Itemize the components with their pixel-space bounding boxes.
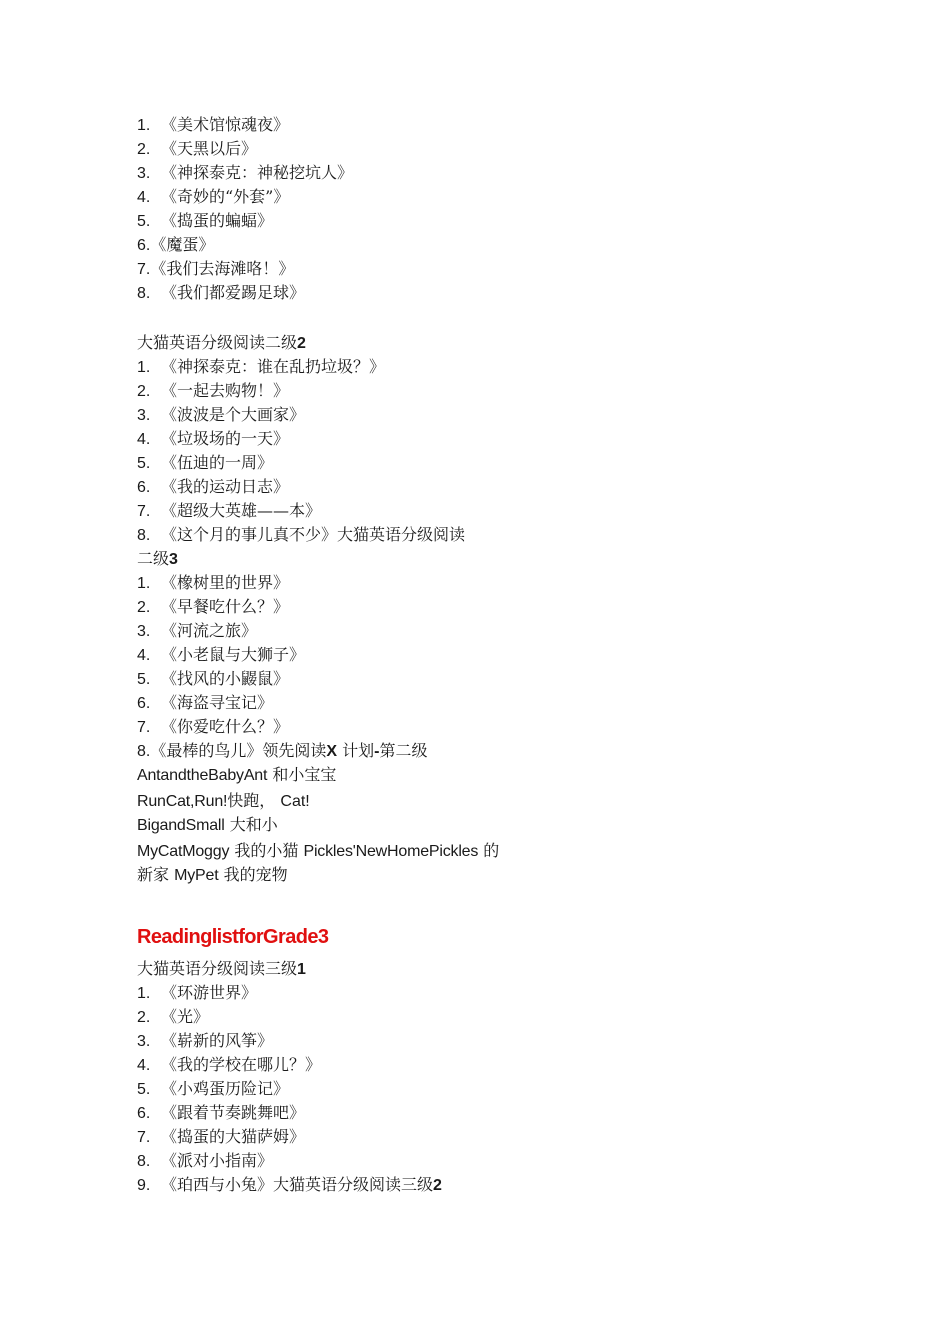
book-title: 《我的学校在哪儿？》	[161, 1055, 322, 1074]
item-number: 1.	[137, 117, 151, 134]
list-item	[137, 281, 557, 305]
book-title: 《环游世界》	[161, 983, 258, 1002]
book-title: 《神探泰克：神秘挖坑人》	[161, 163, 354, 182]
book-line	[137, 813, 557, 837]
item-number: 6.	[137, 1105, 151, 1122]
book-title: 《天黑以后》	[161, 139, 258, 158]
list-item	[137, 667, 557, 691]
book-title: 《河流之旅》	[161, 621, 258, 640]
book-title: 《奇妙的“外套”》	[161, 187, 290, 206]
item-number: 3.	[137, 623, 151, 640]
list-item	[137, 499, 557, 523]
book-title: 《我的运动日志》	[161, 477, 290, 496]
item-number: 5.	[137, 1081, 151, 1098]
book-title: 《捣蛋的蝙蝠》	[161, 211, 274, 230]
book-title: 《光》	[161, 1007, 210, 1026]
document-page	[137, 113, 557, 1197]
level-label: 第二级	[379, 741, 428, 760]
book-line	[137, 863, 557, 887]
book-title: 《找风的小鼹鼠》	[161, 669, 290, 688]
list-item	[137, 571, 557, 595]
list-item	[137, 1101, 557, 1125]
book-title: 《橡树里的世界》	[161, 573, 290, 592]
item-number: 8.	[137, 527, 151, 544]
book-cn: 新家	[137, 865, 170, 884]
book-title: 《我们去海滩咯！》	[150, 259, 295, 278]
list-item	[137, 1077, 557, 1101]
item-number: 6.	[137, 479, 151, 496]
item-number: 7.	[137, 1129, 151, 1146]
item-number: 6.	[137, 237, 151, 254]
list-item	[137, 595, 557, 619]
book-title: 《最棒的鸟儿》领先阅读	[150, 741, 327, 760]
item-number: 6.	[137, 695, 151, 712]
grade3-heading: ReadinglistforGrade3	[137, 926, 329, 948]
item-number: 3.	[137, 407, 151, 424]
item-number: 9.	[137, 1177, 151, 1194]
list-item	[137, 427, 557, 451]
item-number: 7.	[137, 261, 151, 278]
book-cn: 和小宝宝	[272, 765, 337, 784]
book-title: 《小老鼠与大狮子》	[161, 645, 306, 664]
book-line	[137, 789, 557, 813]
list-item	[137, 403, 557, 427]
item-number: 2.	[137, 1009, 151, 1026]
book-title: 《跟着节奏跳舞吧》	[161, 1103, 306, 1122]
list-item	[137, 981, 557, 1005]
section-number: 2	[433, 1177, 442, 1194]
list-item	[137, 355, 557, 379]
book-title: 《小鸡蛋历险记》	[161, 1079, 290, 1098]
list-item	[137, 137, 557, 161]
section-title	[137, 331, 557, 355]
list-item	[137, 185, 557, 209]
list-item	[137, 1029, 557, 1053]
list-item	[137, 691, 557, 715]
book-title: 《海盗寻宝记》	[161, 693, 274, 712]
book-title: 《魔蛋》	[150, 235, 215, 254]
section-number: 3	[169, 551, 178, 568]
book-title: 《珀西与小兔》大猫英语分级阅读三级	[161, 1175, 434, 1194]
list-item	[137, 257, 557, 281]
section-label: 大猫英语分级阅读三级	[137, 959, 298, 978]
book-cn: 我的宠物	[223, 865, 288, 884]
list-item	[137, 451, 557, 475]
item-number: 1.	[137, 575, 151, 592]
section-number: 1	[297, 961, 306, 978]
list-item	[137, 209, 557, 233]
item-number: 4.	[137, 647, 151, 664]
item-number: 8.	[137, 1153, 151, 1170]
book-title: 《这个月的事儿真不少》大猫英语分级阅读	[161, 525, 466, 544]
section-number: 2	[297, 335, 306, 352]
item-number: 5.	[137, 213, 151, 230]
section-title	[137, 957, 557, 981]
item-number: 5.	[137, 671, 151, 688]
list-item	[137, 233, 557, 257]
plan-label: 计划	[342, 741, 375, 760]
book-title: 《你爱吃什么？》	[161, 717, 290, 736]
list-item	[137, 379, 557, 403]
book-cn: 我的小猫	[234, 841, 299, 860]
book-title: 《波波是个大画家》	[161, 405, 306, 424]
book-title: 《崭新的风筝》	[161, 1031, 274, 1050]
item-number: 7.	[137, 719, 151, 736]
list-item	[137, 715, 557, 739]
item-number: 8.	[137, 743, 151, 760]
book-title: 《美术馆惊魂夜》	[161, 115, 290, 134]
book-title: 《捣蛋的大猫萨姆》	[161, 1127, 306, 1146]
book-cn: 快跑，	[227, 791, 276, 810]
section-title	[137, 547, 557, 571]
list-item	[137, 1173, 557, 1197]
book-title: 《超级大英雄——本》	[161, 501, 322, 520]
book-title: 《派对小指南》	[161, 1151, 274, 1170]
item-number: 3.	[137, 1033, 151, 1050]
book-en: MyCatMoggy	[137, 843, 230, 860]
book-en: Pickles'NewHomePickles	[303, 843, 479, 860]
item-number: 1.	[137, 985, 151, 1002]
list-item	[137, 739, 557, 763]
book-line	[137, 839, 557, 863]
book-title: 《我们都爱踢足球》	[161, 283, 306, 302]
list-item	[137, 1005, 557, 1029]
book-cn: 的	[483, 841, 500, 860]
book-title: 《垃圾场的一天》	[161, 429, 290, 448]
book-en: RunCat,Run!	[137, 793, 228, 810]
list-item	[137, 1149, 557, 1173]
list-item	[137, 523, 557, 547]
item-number: 3.	[137, 165, 151, 182]
item-number: 1.	[137, 359, 151, 376]
dash: -	[374, 743, 380, 760]
list-item	[137, 619, 557, 643]
book-title: 《神探泰克：谁在乱扔垃圾？》	[161, 357, 386, 376]
list-item	[137, 1053, 557, 1077]
item-number: 2.	[137, 599, 151, 616]
book-en: MyPet	[174, 867, 219, 884]
book-title: 《一起去购物！》	[161, 381, 290, 400]
book-en: BigandSmall	[137, 817, 225, 834]
x-mark: X	[326, 743, 338, 760]
list-item	[137, 1125, 557, 1149]
item-number: 4.	[137, 431, 151, 448]
book-cn: 大和小	[229, 815, 278, 834]
item-number: 4.	[137, 189, 151, 206]
book-title: 《伍迪的一周》	[161, 453, 274, 472]
list-item	[137, 475, 557, 499]
book-en: Cat!	[280, 793, 310, 810]
book-en: AntandtheBabyAnt	[137, 767, 268, 784]
item-number: 7.	[137, 503, 151, 520]
list-item	[137, 161, 557, 185]
item-number: 2.	[137, 141, 151, 158]
book-line	[137, 763, 557, 787]
book-title: 《早餐吃什么？》	[161, 597, 290, 616]
item-number: 4.	[137, 1057, 151, 1074]
item-number: 2.	[137, 383, 151, 400]
list-item	[137, 113, 557, 137]
section-label: 大猫英语分级阅读二级	[137, 333, 298, 352]
item-number: 8.	[137, 285, 151, 302]
item-number: 5.	[137, 455, 151, 472]
list-item	[137, 643, 557, 667]
section-label: 二级	[137, 549, 170, 568]
